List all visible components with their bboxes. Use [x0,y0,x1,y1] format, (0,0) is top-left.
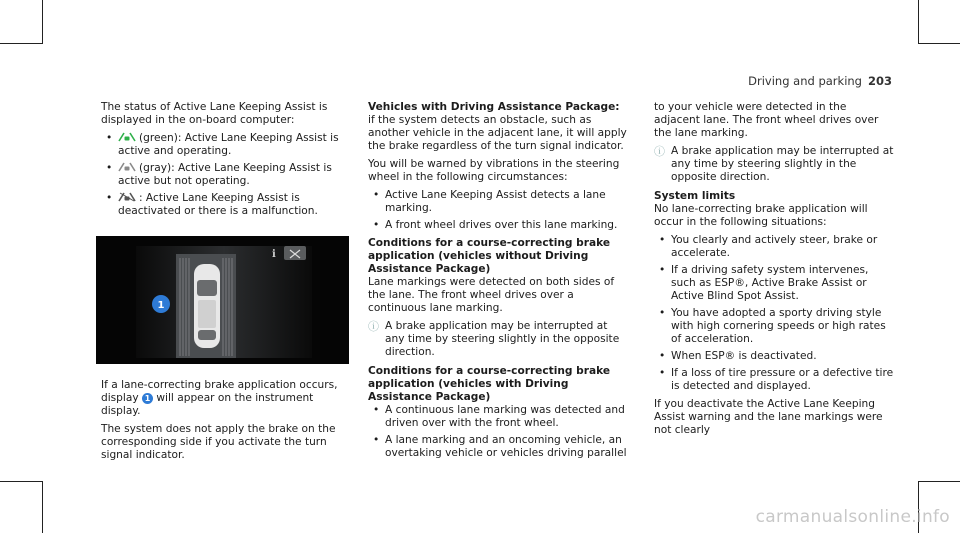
list-item: • Active Lane Keeping Assist detects a lane marking. [373,189,606,214]
crop-mark [42,481,43,533]
crop-mark [0,43,42,44]
list-item: • When ESP® is deactivated. [659,350,817,362]
closing-text: If you deactivate the Active Lane Keeping Assist warning and the lane markings were not clearly [654,398,883,436]
vehicles-paragraph: Vehicles with Driving Assistance Package: if the system detects an obstacle, such as another vehicle in the adjacent lane, it will apply the brake regardless of the turn signal indicator. [368,101,627,152]
column-2 [368,101,628,465]
watermark: carmanualsonline.info [755,507,950,527]
status-text: (gray): Active Lane Keeping Assist is active but not operating. [118,162,332,187]
system-limits-text: No lane-correcting brake application will occur in the following situations: [654,203,868,228]
list-item: • You have adopted a sporty driving style with high cornering speeds or high rates of acceleration. [659,307,886,345]
vehicles-heading: Vehicles with Driving Assistance Package: [368,101,620,113]
column-1 [101,101,351,223]
conditions-list-2 [368,404,628,460]
conditions-heading-2: Conditions for a course-correcting brake application (vehicles with Driving Assistance Package) [368,365,611,403]
page-number: 203 [867,74,892,88]
system-limits-list [654,234,894,393]
crop-mark [918,43,960,44]
crop-mark [918,0,919,44]
note-block: ⓘ A brake application may be interrupted at any time by steering slightly in the opposite direction. [654,145,894,183]
list-item: • If a driving safety system intervenes, such as ESP®, Active Brake Assist or Active Blind Spot Assist. [659,264,869,302]
svg-text:i: i [272,249,276,260]
instrument-display-image [96,236,349,364]
section-title: Driving and parking [748,74,862,88]
list-item: • A continuous lane marking was detected and driven over with the front wheel. [373,404,625,429]
crop-mark [0,481,42,482]
list-item: • A lane marking and an oncoming vehicle, an overtaking vehicle or vehicles driving parallel [373,434,627,459]
column-3 [654,101,894,442]
continuation-text: to your vehicle were detected in the adjacent lane. The front wheel drives over the lane marking. [654,101,879,139]
lane-keeping-fault-icon [118,192,136,202]
status-list [101,132,351,218]
svg-text:1: 1 [157,300,165,311]
conditions-text-1: Lane markings were detected on both sides of the lane. The front wheel drives over a continuous lane marking. [368,276,615,314]
note-block: ⓘ A brake application may be interrupted at any time by steering slightly in the opposite direction. [368,320,620,358]
info-note-icon: ⓘ [368,320,379,333]
list-item: • If a loss of tire pressure or a defective tire is detected and displayed. [659,367,894,392]
display-graphic [96,236,349,364]
turn-signal-text: The system does not apply the brake on the corresponding side if you activate the turn signal indicator. [101,423,336,461]
list-item: • : Active Lane Keeping Assist is deactivated or there is a malfunction. [106,192,318,217]
crop-mark [42,0,43,44]
system-limits-heading: System limits [654,190,736,202]
crop-mark [918,481,960,482]
column-1-lower [101,379,351,467]
conditions-heading-1: Conditions for a course-correcting brake application (vehicles without Driving Assistance Package) [368,237,611,275]
warning-list [368,189,628,232]
lane-keeping-gray-icon [118,162,136,172]
list-item: • You clearly and actively steer, brake or accelerate. [659,234,878,259]
callout-badge: 1 [142,393,153,404]
info-note-icon: ⓘ [654,145,665,158]
list-item: • (green): Active Lane Keeping Assist is active and operating. [106,132,339,157]
status-text: (green): Active Lane Keeping Assist is active and operating. [118,132,339,157]
page-header [748,74,892,88]
status-intro: The status of Active Lane Keeping Assist is displayed in the on-board computer: [101,101,328,126]
list-item: • A front wheel drives over this lane marking. [373,219,618,231]
lane-keeping-green-icon [118,132,136,142]
warning-text: You will be warned by vibrations in the steering wheel in the following circumstances: [368,158,620,183]
status-text: : Active Lane Keeping Assist is deactivated or there is a malfunction. [118,192,318,217]
display-message-text: If a lane-correcting brake application occurs, display 1 will appear on the instrument display. [101,379,338,417]
list-item: • (gray): Active Lane Keeping Assist is active but not operating. [106,162,332,187]
